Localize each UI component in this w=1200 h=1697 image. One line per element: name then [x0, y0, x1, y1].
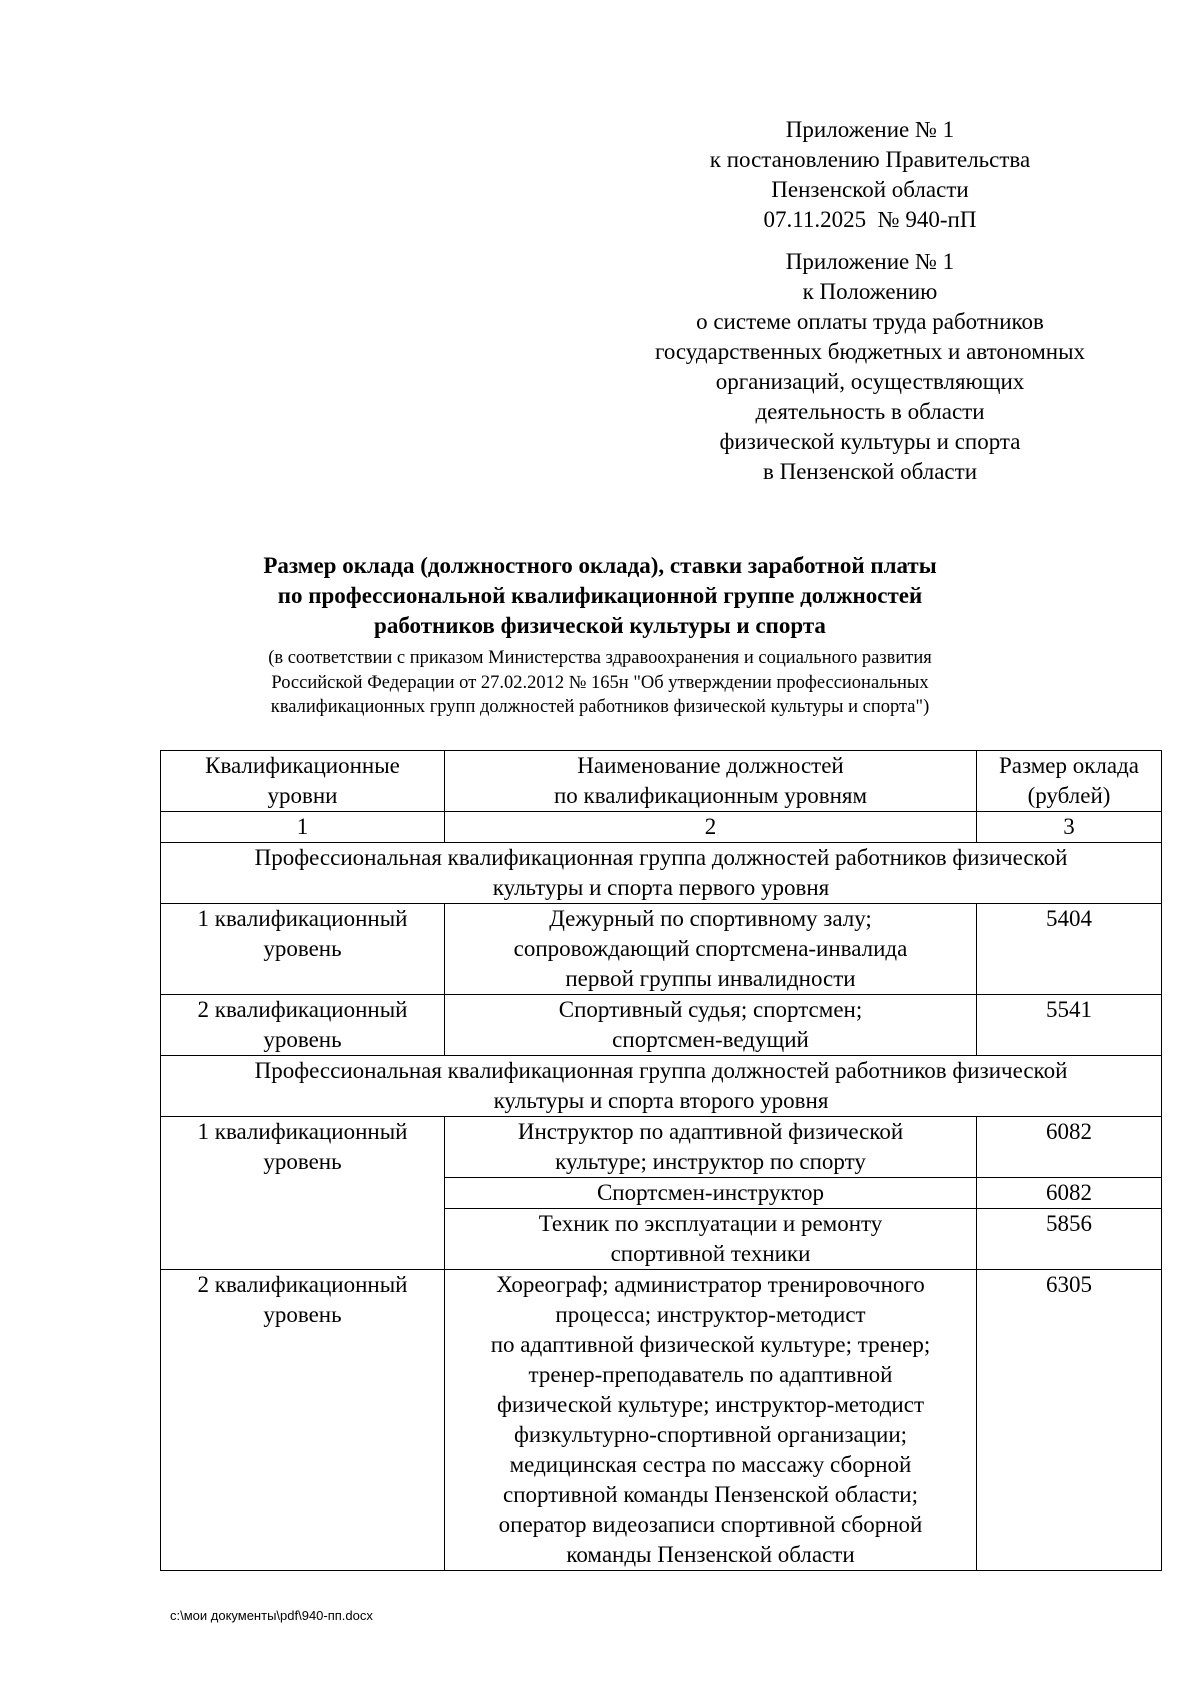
- appendix-2-line: физической культуры и спорта: [719, 429, 1021, 454]
- table-row: [161, 995, 1162, 1056]
- position-names: Спортивный судья; спортсмен; спортсмен-ведущий: [445, 995, 977, 1056]
- appendix-1-line: Приложение № 1: [785, 117, 955, 142]
- header-positions: Наименование должностей по квалификационным уровням: [445, 751, 977, 812]
- position-names: Техник по эксплуатации и ремонту спортивной техники: [445, 1209, 977, 1270]
- column-number: 2: [445, 812, 977, 843]
- position-names: Инструктор по адаптивной физической культуре; инструктор по спорту: [445, 1117, 977, 1178]
- salary-value: 5404: [977, 904, 1162, 995]
- file-path-footer: c:\мои документы\pdf\940-пп.docx: [170, 1608, 373, 1623]
- table-row: [161, 1117, 1162, 1178]
- qualification-level: 1 квалификационный уровень: [161, 1117, 445, 1270]
- column-number: 3: [977, 812, 1162, 843]
- salary-value: 5856: [977, 1209, 1162, 1270]
- appendix-2-line: о системе оплаты труда работников: [696, 309, 1044, 334]
- appendix-1-block: [600, 115, 1140, 235]
- legal-basis-note: [160, 646, 1040, 720]
- group-2-row: [161, 1056, 1162, 1117]
- appendix-2-line: в Пензенской области: [763, 459, 977, 484]
- group-1-row: [161, 843, 1162, 904]
- appendix-2-line: государственных бюджетных и автономных: [654, 339, 1086, 364]
- header-salary: Размер оклада (рублей): [977, 751, 1162, 812]
- salary-table: [160, 750, 1162, 1571]
- salary-value: 6305: [977, 1270, 1162, 1571]
- basis-line: квалификационных групп должностей работников физической культуры и спорта"): [270, 697, 930, 717]
- appendix-1-date-number: 07.11.2025 № 940-пП: [763, 207, 977, 232]
- title-line: Размер оклада (должностного оклада), ставки заработной платы: [263, 553, 937, 578]
- appendix-2-line: Приложение № 1: [785, 249, 955, 274]
- salary-value: 6082: [977, 1178, 1162, 1209]
- table-header-row: [161, 751, 1162, 812]
- position-names: Дежурный по спортивному залу; сопровождающий спортсмена-инвалида первой группы инвалидности: [445, 904, 977, 995]
- header-levels: Квалификационные уровни: [161, 751, 445, 812]
- appendix-2-line: к Положению: [802, 279, 938, 304]
- basis-line: (в соответствии с приказом Министерства здравоохранения и социального развития: [268, 648, 932, 668]
- document-title: [160, 551, 1040, 641]
- title-line: работников физической культуры и спорта: [374, 613, 826, 638]
- appendix-1-line: к постановлению Правительства: [709, 147, 1031, 172]
- column-number-row: [161, 812, 1162, 843]
- table-row: [161, 1270, 1162, 1571]
- position-names: Спортсмен-инструктор: [445, 1178, 977, 1209]
- qualification-level: 1 квалификационный уровень: [161, 904, 445, 995]
- appendix-2-line: деятельность в области: [755, 399, 985, 424]
- qualification-level: 2 квалификационный уровень: [161, 995, 445, 1056]
- group-1-title: Профессиональная квалификационная группа должностей работников физической культуры и спорта первого уровня: [161, 843, 1162, 904]
- appendix-2-line: организаций, осуществляющих: [715, 369, 1025, 394]
- position-names: Хореограф; администратор тренировочного процесса; инструктор-методист по адаптивной физической культуре; тренер; тренер-преподаватель по адаптивной физической культуре; инструктор-методист физкультурно-спортивной организации; медицинская сестра по массажу сборной спортивной команды Пензенской области; оператор видеозаписи спортивной сборной команды Пензенской области: [445, 1270, 977, 1571]
- salary-value: 6082: [977, 1117, 1162, 1178]
- table-row: [161, 904, 1162, 995]
- appendix-2-block: [600, 247, 1140, 487]
- title-line: по профессиональной квалификационной группе должностей: [277, 583, 923, 608]
- salary-value: 5541: [977, 995, 1162, 1056]
- basis-line: Российской Федерации от 27.02.2012 № 165н "Об утверждении профессиональных: [271, 672, 929, 693]
- column-number: 1: [161, 812, 445, 843]
- qualification-level: 2 квалификационный уровень: [161, 1270, 445, 1571]
- appendix-1-line: Пензенской области: [771, 177, 969, 202]
- group-2-title: Профессиональная квалификационная группа должностей работников физической культуры и спорта второго уровня: [161, 1056, 1162, 1117]
